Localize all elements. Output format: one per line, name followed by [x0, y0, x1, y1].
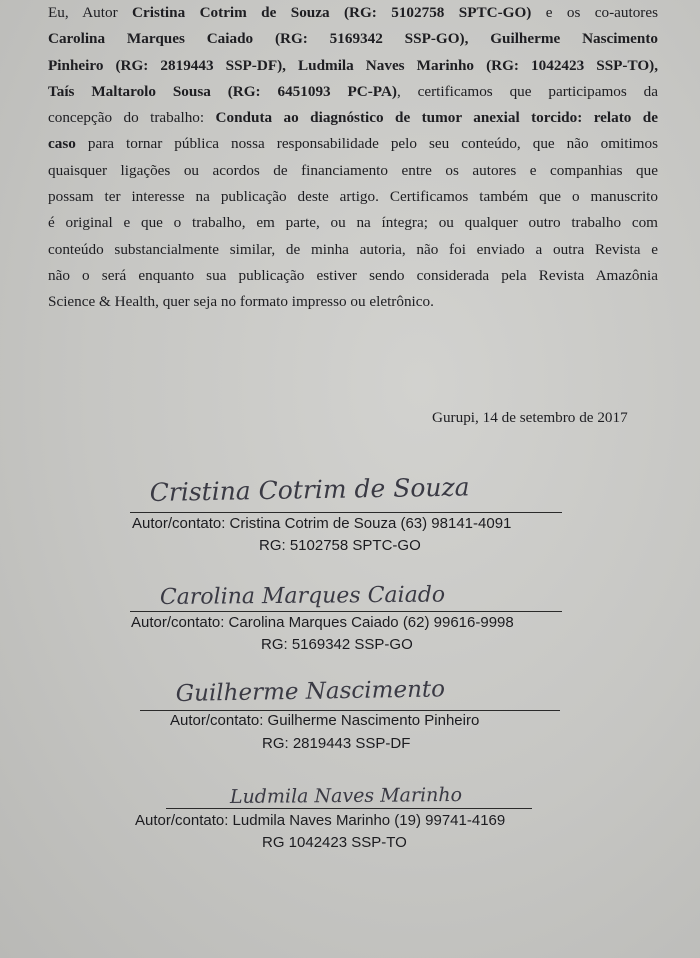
- text-segment: para tornar pública nossa responsabilidade pelo seu conteúdo, que não omitimos: [75, 135, 658, 153]
- signature-rg: RG 1042423 SSP-TO: [262, 834, 407, 851]
- bold-text: Cristina Cotrim de Souza (RG: 5102758 SPTC-GO): [132, 4, 532, 21]
- text-segment: quaisquer ligações ou acordos de financiamento entre os autores e companhias que: [48, 161, 658, 179]
- text-segment: não o será enquanto sua publicação estiver sendo considerada pela Revista Amazônia: [48, 266, 658, 284]
- declaration-line: [48, 158, 658, 184]
- signature-line: [130, 512, 562, 513]
- declaration-text: [48, 0, 658, 316]
- declaration-line: [48, 26, 658, 52]
- bold-text: Conduta ao diagnóstico de tumor anexial torcido: relato de: [215, 109, 658, 127]
- bold-text: Pinheiro (RG: 2819443 SSP-DF), Ludmila Naves Marinho (RG: 1042423 SSP-TO),: [48, 56, 658, 74]
- declaration-line: [48, 289, 658, 315]
- signature-contact: Autor/contato: Carolina Marques Caiado (62) 99616-9998: [131, 614, 514, 631]
- text-segment: conteúdo substancialmente similar, de minha autoria, não foi enviado a outra Revista e: [48, 240, 658, 258]
- declaration-line: [48, 184, 658, 210]
- declaration-line: [48, 237, 658, 263]
- text-segment: Science & Health, quer seja no formato impresso ou eletrônico.: [48, 293, 434, 311]
- date-line: Gurupi, 14 de setembro de 2017: [432, 409, 628, 426]
- signature-contact: Autor/contato: Guilherme Nascimento Pinheiro: [170, 712, 480, 729]
- signature-rg: RG: 5169342 SSP-GO: [261, 636, 413, 653]
- text-segment: e os co-autores: [531, 4, 659, 21]
- declaration-line: [48, 0, 658, 26]
- text-segment: possam ter interesse na publicação deste artigo. Certificamos também que o manuscrito: [48, 188, 658, 206]
- signature-line: [166, 808, 532, 809]
- signature-handwriting: Ludmila Naves Marinho: [229, 783, 463, 808]
- signature-handwriting: Cristina Cotrim de Souza: [149, 472, 470, 507]
- text-segment: , certificamos que participamos da: [396, 82, 659, 100]
- declaration-line: [48, 79, 658, 105]
- bold-text: caso: [48, 135, 76, 153]
- declaration-line: [48, 210, 658, 236]
- declaration-line: [48, 53, 658, 79]
- bold-text: Carolina Marques Caiado (RG: 5169342 SSP-GO), Guilherme Nascimento: [48, 30, 658, 48]
- signature-line: [130, 611, 562, 612]
- text-segment: é original e que o trabalho, em parte, ou na íntegra; ou qualquer outro trabalho com: [48, 214, 658, 232]
- signature-handwriting: Guilherme Nascimento: [175, 676, 446, 707]
- signature-rg: RG: 2819443 SSP-DF: [262, 735, 411, 752]
- signature-line: [140, 710, 560, 711]
- signature-contact: Autor/contato: Ludmila Naves Marinho (19) 99741-4169: [135, 812, 506, 829]
- signature-contact: Autor/contato: Cristina Cotrim de Souza (63) 98141-4091: [132, 515, 512, 532]
- declaration-line: [48, 105, 658, 131]
- bold-text: Taís Maltarolo Sousa (RG: 6451093 PC-PA): [48, 82, 397, 100]
- signature-rg: RG: 5102758 SPTC-GO: [259, 537, 421, 554]
- declaration-line: [48, 263, 658, 289]
- text-segment: concepção do trabalho:: [48, 109, 216, 127]
- declaration-line: [48, 131, 658, 157]
- text-segment: Eu, Autor: [48, 4, 133, 21]
- signature-handwriting: Carolina Marques Caiado: [159, 582, 446, 610]
